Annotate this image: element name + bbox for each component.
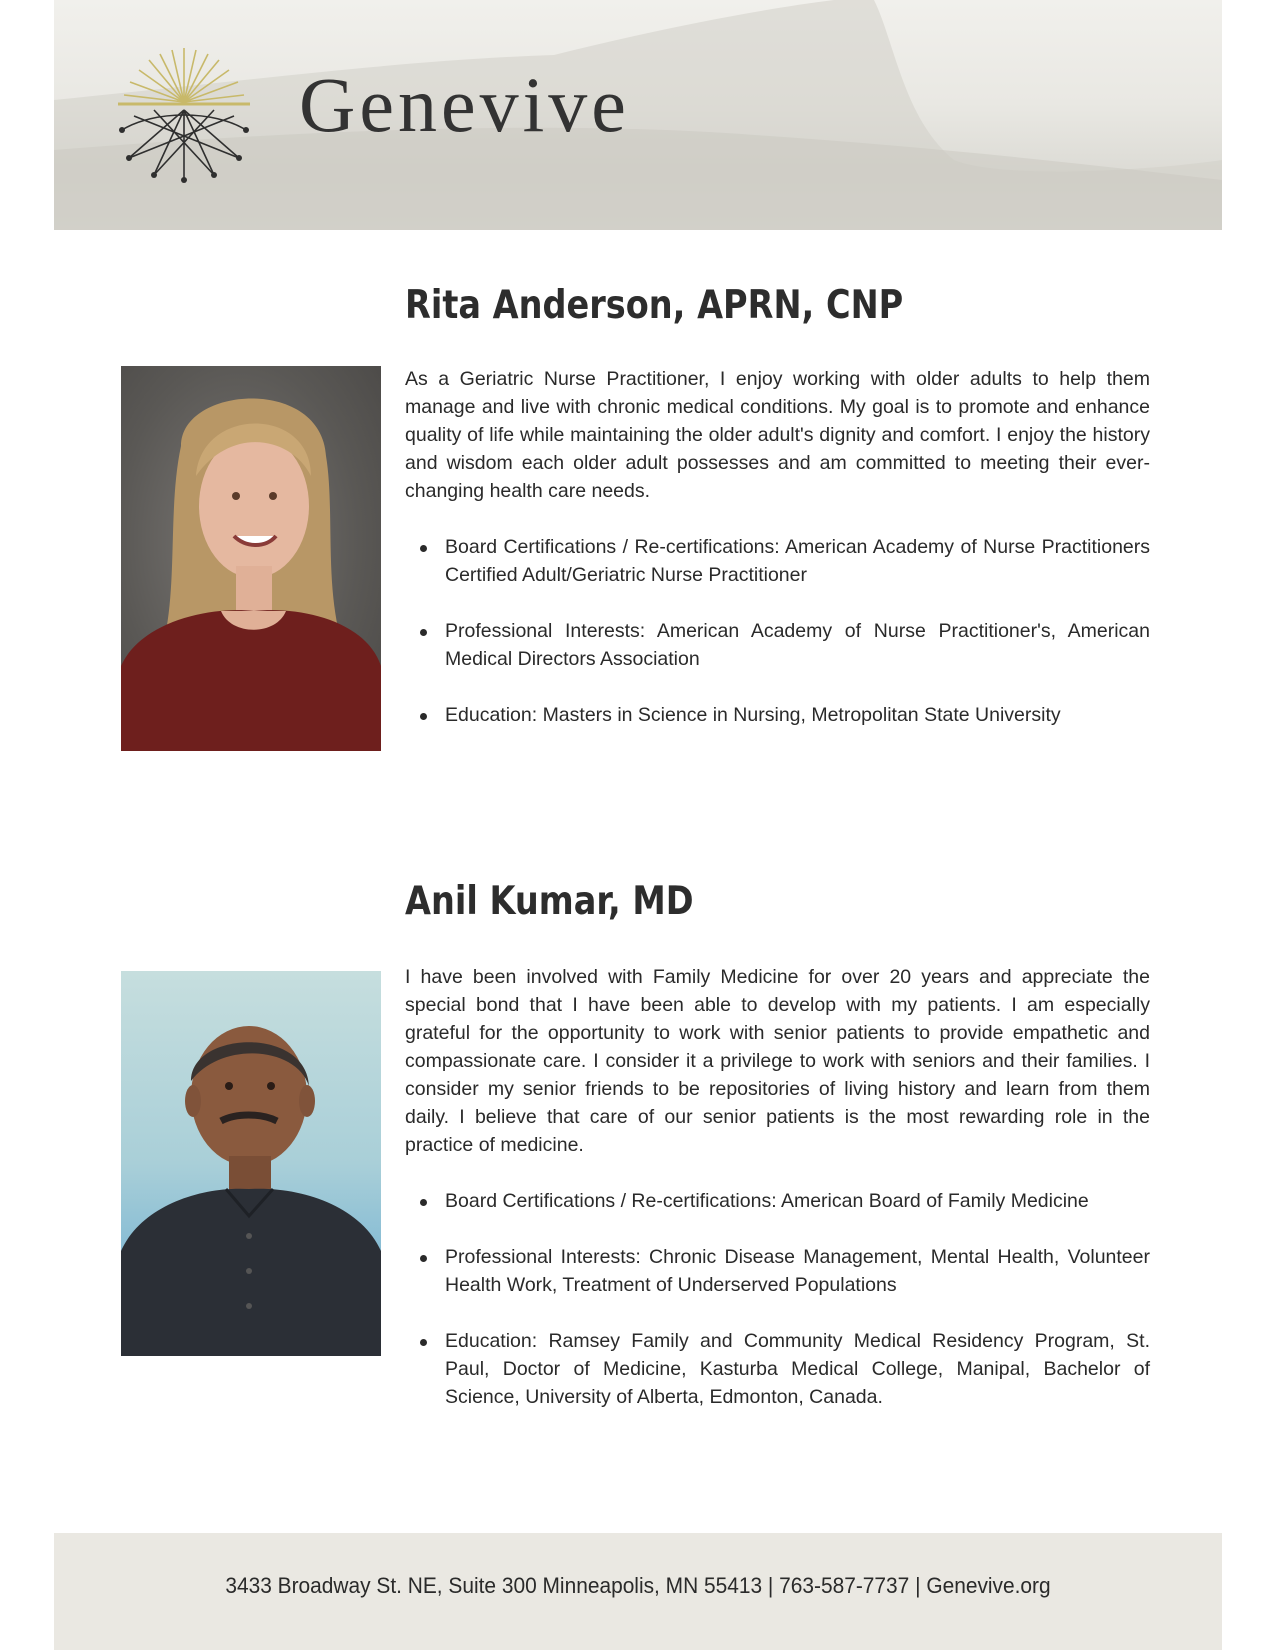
header-banner: [54, 0, 1222, 230]
list-item: Board Certifications / Re-certifications: American Board of Family Medicine: [405, 1187, 1150, 1215]
bio-description: [405, 963, 1150, 1439]
portrait-anil-image: [121, 971, 381, 1356]
list-item: Education: Ramsey Family and Community Medical Residency Program, St. Paul, Doctor of Medicine, Kasturba Medical College, Manipal, Bachelor of Science, University of Alberta, Edmonton, Canada.: [405, 1327, 1150, 1411]
list-item: Professional Interests: American Academy of Nurse Practitioner's, American Medical Directors Association: [405, 617, 1150, 673]
portrait-rita-image: [121, 366, 381, 751]
genevive-logo-icon: [114, 40, 254, 190]
list-item: Education: Masters in Science in Nursing, Metropolitan State University: [405, 701, 1150, 729]
portrait-photo: [121, 366, 381, 751]
bio-name: Rita Anderson, APRN, CNP: [405, 283, 904, 328]
credentials-list: [405, 533, 1150, 729]
list-item: Professional Interests: Chronic Disease Management, Mental Health, Volunteer Health Work, Treatment of Underserved Populations: [405, 1243, 1150, 1299]
bio-paragraph: I have been involved with Family Medicine for over 20 years and appreciate the special bond that I have been able to develop with my patients. I am especially grateful for the opportunity to work with senior patients to provide empathetic and compassionate care. I consider it a privilege to work with seniors and their families. I consider my senior friends to be repositories of living history and learn from them daily. I believe that care of our senior patients is the most rewarding role in the practice of medicine.: [405, 966, 1150, 1156]
bio-paragraph: As a Geriatric Nurse Practitioner, I enjoy working with older adults to help them manage and live with chronic medical conditions. My goal is to promote and enhance quality of life while maintaining the older adult's dignity and comfort. I enjoy the history and wisdom each older adult possesses and am committed to meeting their ever-changing health care needs.: [405, 368, 1150, 502]
bio-name: Anil Kumar, MD: [405, 879, 694, 924]
brand-name: Genevive: [299, 61, 630, 148]
portrait-photo: [121, 971, 381, 1356]
bio-description: [405, 365, 1150, 757]
credentials-list: [405, 1187, 1150, 1411]
footer: [54, 1533, 1222, 1650]
list-item: Board Certifications / Re-certifications: American Academy of Nurse Practitioners Certified Adult/Geriatric Nurse Practitioner: [405, 533, 1150, 589]
footer-contact: 3433 Broadway St. NE, Suite 300 Minneapolis, MN 55413 | 763-587-7737 | Genevive.org: [225, 1573, 1051, 1598]
